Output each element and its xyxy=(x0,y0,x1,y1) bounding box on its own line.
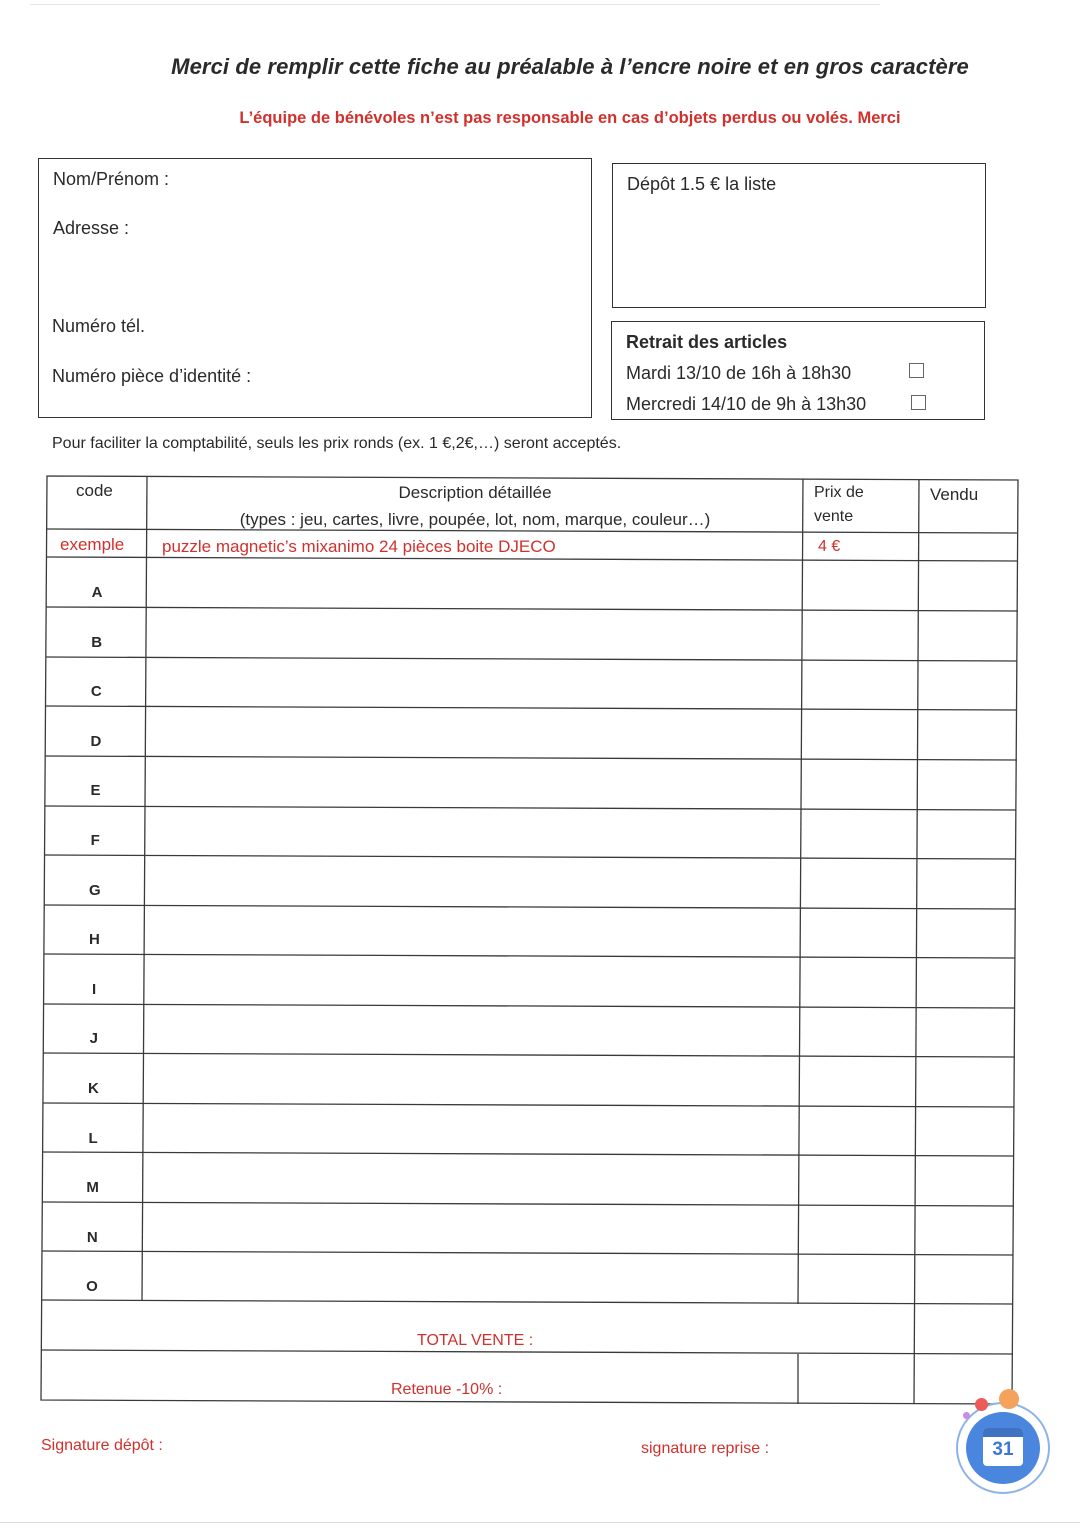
pickup-option-tuesday-label: Mardi 13/10 de 16h à 18h30 xyxy=(626,363,852,383)
row-f-description-cell[interactable] xyxy=(147,810,797,854)
row-b-price-cell[interactable] xyxy=(805,612,915,656)
row-l-price-cell[interactable] xyxy=(801,1108,911,1152)
row-a-sold-cell[interactable] xyxy=(921,562,1013,606)
row-i-description-cell[interactable] xyxy=(146,959,796,1003)
calendar-header-bar xyxy=(983,1428,1023,1437)
col-header-sold: Vendu xyxy=(930,485,979,504)
row-n-description-cell[interactable] xyxy=(144,1207,794,1251)
col-header-description-title: Description détaillée xyxy=(398,483,552,502)
calendar-page xyxy=(983,1428,1023,1466)
row-a-description-cell[interactable] xyxy=(149,562,799,606)
row-n-price-cell[interactable] xyxy=(800,1207,910,1251)
page-title: Merci de remplir cette fiche au préalable à l’encre noire et en gros caractère xyxy=(171,54,969,79)
row-e-description-cell[interactable] xyxy=(148,760,798,804)
row-code-g: G xyxy=(88,881,101,899)
row-h-description-cell[interactable] xyxy=(146,909,796,953)
row-c-price-cell[interactable] xyxy=(804,661,914,705)
row-b-sold-cell[interactable] xyxy=(921,612,1013,656)
badge-dot-red xyxy=(975,1398,988,1411)
scan-bottom-edge xyxy=(0,1522,1080,1523)
row-m-sold-cell[interactable] xyxy=(917,1157,1009,1201)
col-header-price-line2: vente xyxy=(814,508,854,525)
total-sales-field[interactable] xyxy=(916,1306,1010,1350)
col-header-price-line1: Prix de xyxy=(814,484,864,501)
row-m-description-cell[interactable] xyxy=(145,1157,795,1201)
row-k-description-cell[interactable] xyxy=(145,1058,795,1102)
row-j-price-cell[interactable] xyxy=(802,1008,912,1052)
pricing-note: Pour faciliter la comptabilité, seuls les prix ronds (ex. 1 €,2€,…) seront acceptés. xyxy=(52,435,622,452)
row-code-a: A xyxy=(91,584,103,601)
row-code-e: E xyxy=(90,782,101,800)
id-number-field-label: Numéro pièce d’identité : xyxy=(52,366,252,386)
row-d-sold-cell[interactable] xyxy=(920,711,1012,755)
row-f-sold-cell[interactable] xyxy=(919,810,1011,854)
row-o-description-cell[interactable] xyxy=(144,1256,794,1300)
col-header-code: code xyxy=(76,481,113,500)
pickup-option-wednesday-label: Mercredi 14/10 de 9h à 13h30 xyxy=(626,394,867,414)
row-k-sold-cell[interactable] xyxy=(917,1058,1009,1102)
deposit-signature-label: Signature dépôt : xyxy=(41,1437,163,1454)
row-m-price-cell[interactable] xyxy=(801,1157,911,1201)
row-a-price-cell[interactable] xyxy=(805,562,915,606)
row-code-f: F xyxy=(90,832,100,849)
row-k-price-cell[interactable] xyxy=(801,1058,911,1102)
row-o-sold-cell[interactable] xyxy=(916,1256,1008,1300)
example-code: exemple xyxy=(60,535,125,554)
example-description: puzzle magnetic’s mixanimo 24 pièces boite DJECO xyxy=(162,537,556,556)
row-c-description-cell[interactable] xyxy=(148,661,798,705)
total-sales-label: TOTAL VENTE : xyxy=(417,1332,534,1349)
deposit-signature-field[interactable] xyxy=(190,1430,570,1470)
row-code-d: D xyxy=(90,732,102,750)
row-code-j: J xyxy=(89,1030,98,1048)
row-l-sold-cell[interactable] xyxy=(917,1108,1009,1152)
row-code-b: B xyxy=(91,633,103,651)
badge-dot-orange xyxy=(999,1389,1019,1409)
pickup-title: Retrait des articles xyxy=(626,332,788,352)
row-code-h: H xyxy=(89,931,100,949)
row-d-price-cell[interactable] xyxy=(804,711,914,755)
row-code-o: O xyxy=(86,1278,98,1296)
row-i-price-cell[interactable] xyxy=(802,959,912,1003)
row-j-description-cell[interactable] xyxy=(146,1008,796,1052)
calendar-app-button[interactable] xyxy=(956,1402,1050,1494)
row-g-price-cell[interactable] xyxy=(803,860,913,904)
row-n-sold-cell[interactable] xyxy=(916,1207,1008,1251)
row-c-sold-cell[interactable] xyxy=(920,661,1012,705)
warning-notice: L’équipe de bénévoles n’est pas responsable en cas d’objets perdus ou volés. Merci xyxy=(239,109,901,127)
calendar-icon xyxy=(966,1412,1040,1484)
phone-field-label: Numéro tél. xyxy=(52,316,146,336)
row-g-description-cell[interactable] xyxy=(147,860,797,904)
pickup-signature-label: signature reprise : xyxy=(641,1440,770,1457)
badge-dot-purple xyxy=(963,1412,970,1419)
row-code-c: C xyxy=(90,683,102,701)
col-header-description-types: (types : jeu, cartes, livre, poupée, lot, nom, marque, couleur…) xyxy=(239,510,711,529)
row-e-sold-cell[interactable] xyxy=(920,760,1012,804)
calendar-day-number: 31 xyxy=(992,1439,1014,1460)
row-o-price-cell[interactable] xyxy=(800,1256,910,1300)
row-d-description-cell[interactable] xyxy=(148,711,798,755)
row-j-sold-cell[interactable] xyxy=(918,1008,1010,1052)
row-code-n: N xyxy=(86,1228,98,1246)
row-f-price-cell[interactable] xyxy=(803,810,913,854)
example-price: 4 € xyxy=(818,538,841,555)
row-code-i: I xyxy=(92,980,97,998)
row-g-sold-cell[interactable] xyxy=(919,860,1011,904)
row-b-description-cell[interactable] xyxy=(149,612,799,656)
row-h-sold-cell[interactable] xyxy=(918,909,1010,953)
name-field-label: Nom/Prénom : xyxy=(53,169,170,189)
row-code-m: M xyxy=(86,1179,99,1197)
row-code-l: L xyxy=(88,1129,98,1147)
retenue-label: Retenue -10% : xyxy=(391,1381,503,1398)
row-l-description-cell[interactable] xyxy=(145,1108,795,1152)
address-field-label: Adresse : xyxy=(53,218,130,238)
retenue-field[interactable] xyxy=(800,1356,912,1400)
row-h-price-cell[interactable] xyxy=(802,909,912,953)
deposit-label: Dépôt 1.5 € la liste xyxy=(627,174,777,194)
row-i-sold-cell[interactable] xyxy=(918,959,1010,1003)
row-e-price-cell[interactable] xyxy=(804,760,914,804)
row-code-k: K xyxy=(87,1080,99,1097)
